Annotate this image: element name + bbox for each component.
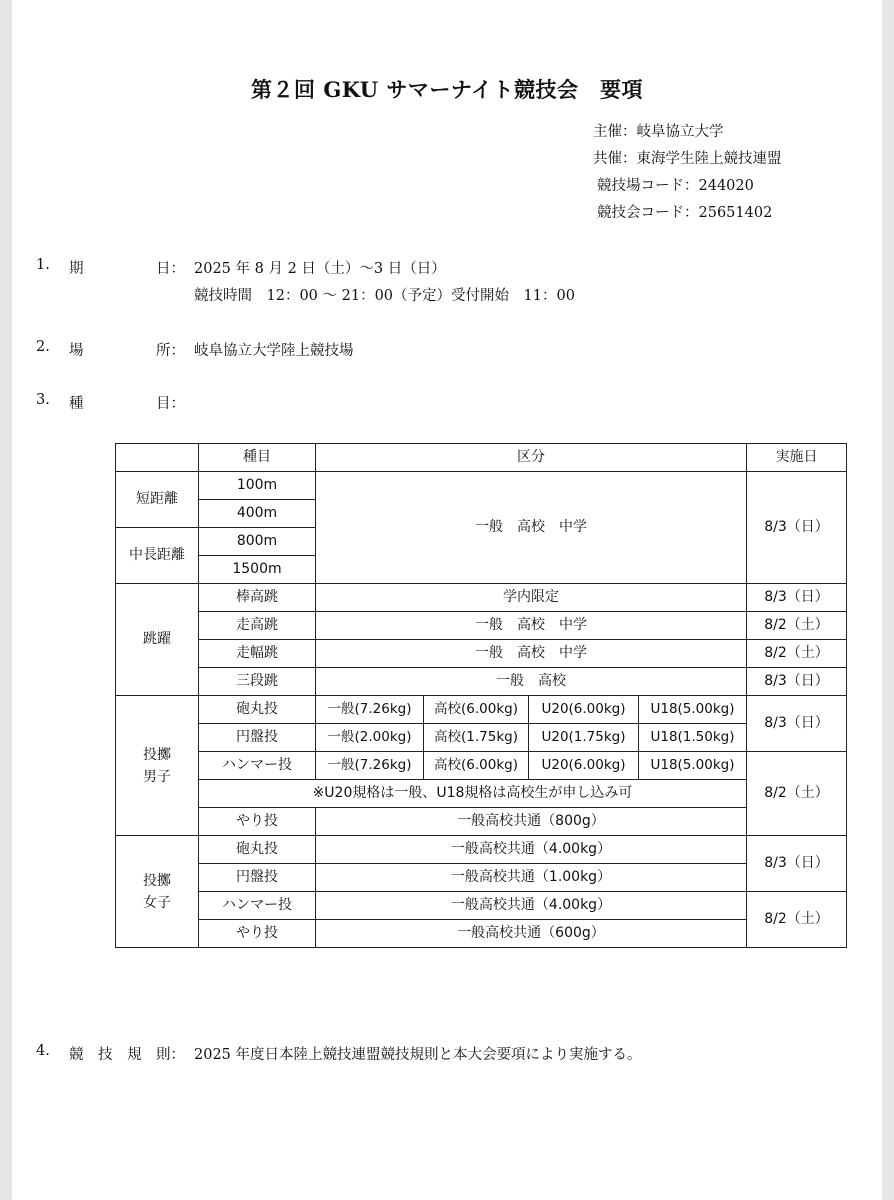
section-label: 場 所： (69, 343, 185, 359)
men-hammer-u18: U18(5.00kg) (639, 752, 747, 780)
table-row (116, 472, 847, 500)
table-row (116, 612, 847, 640)
table-header-row (116, 444, 847, 472)
date-men-shot-discus: 8/3（日） (747, 696, 847, 752)
section-number: 1. (36, 257, 50, 273)
date-high-jump: 8/2（土） (747, 612, 847, 640)
table-row (116, 668, 847, 696)
section-label: 期 日： (69, 261, 185, 277)
event-pole-vault: 棒高跳 (199, 584, 316, 612)
men-shot-general: 一般(7.26kg) (316, 696, 424, 724)
table-row (116, 864, 847, 892)
group-middle-distance: 中長距離 (116, 528, 199, 584)
date-pole-vault: 8/3（日） (747, 584, 847, 612)
category-high-jump: 一般 高校 中学 (316, 612, 747, 640)
event-100m: 100m (199, 472, 316, 500)
competition-time: 競技時間 12：00 ～ 21：00（予定）受付開始 11：00 (194, 288, 575, 304)
table-row (116, 780, 847, 808)
event-1500m: 1500m (199, 556, 316, 584)
category-women-hammer: 一般高校共通（4.00kg） (316, 892, 747, 920)
table-row (116, 892, 847, 920)
host-line: 主催：岐阜協立大学 (593, 124, 724, 140)
event-long-jump: 走幅跳 (199, 640, 316, 668)
table-row (116, 640, 847, 668)
date-sprint: 8/3（日） (747, 472, 847, 584)
date-triple-jump: 8/3（日） (747, 668, 847, 696)
table-row (116, 584, 847, 612)
section-number: 4. (36, 1043, 50, 1059)
table-row (116, 752, 847, 780)
category-sprint: 一般 高校 中学 (316, 472, 747, 584)
event-high-jump: 走高跳 (199, 612, 316, 640)
header-group-cell (116, 444, 199, 472)
group-throws-women: 投擲 女子 (116, 836, 199, 948)
header-date: 実施日 (747, 444, 847, 472)
group-sprint: 短距離 (116, 472, 199, 528)
event-women-hammer: ハンマー投 (199, 892, 316, 920)
event-women-discus: 円盤投 (199, 864, 316, 892)
place-value: 岐阜協立大学陸上競技場 (194, 343, 354, 359)
event-men-discus: 円盤投 (199, 724, 316, 752)
category-pole-vault: 学内限定 (316, 584, 747, 612)
document-title: 第２回 GKU サマーナイト競技会 要項 (251, 77, 643, 102)
category-long-jump: 一般 高校 中学 (316, 640, 747, 668)
event-triple-jump: 三段跳 (199, 668, 316, 696)
event-men-hammer: ハンマー投 (199, 752, 316, 780)
section-label: 競 技 規 則： (69, 1047, 185, 1063)
men-discus-u20: U20(1.75kg) (529, 724, 639, 752)
date-women-shot-discus: 8/3（日） (747, 836, 847, 892)
group-jumps: 跳躍 (116, 584, 199, 696)
category-women-discus: 一般高校共通（1.00kg） (316, 864, 747, 892)
section-number: 3. (36, 392, 50, 408)
header-event: 種目 (199, 444, 316, 472)
men-discus-u18: U18(1.50kg) (639, 724, 747, 752)
event-400m: 400m (199, 500, 316, 528)
table-row (116, 696, 847, 724)
group-throws-men: 投擲 男子 (116, 696, 199, 836)
table-row (116, 836, 847, 864)
table-row (116, 724, 847, 752)
men-hammer-general: 一般(7.26kg) (316, 752, 424, 780)
meet-code-line: 競技会コード：25651402 (597, 205, 773, 221)
table-row (116, 920, 847, 948)
event-800m: 800m (199, 528, 316, 556)
section-label: 種 目： (69, 396, 185, 412)
event-women-javelin: やり投 (199, 920, 316, 948)
men-shot-u18: U18(5.00kg) (639, 696, 747, 724)
men-discus-highschool: 高校(1.75kg) (424, 724, 529, 752)
men-shot-highschool: 高校(6.00kg) (424, 696, 529, 724)
events-table (115, 443, 847, 948)
table-row (116, 808, 847, 836)
event-women-shot-put: 砲丸投 (199, 836, 316, 864)
left-page-edge (0, 0, 12, 1200)
date-value: 2025 年 8 月 2 日（土）～3 日（日） (194, 261, 446, 277)
event-men-javelin: やり投 (199, 808, 316, 836)
event-men-shot-put: 砲丸投 (199, 696, 316, 724)
section-number: 2. (36, 339, 50, 355)
men-shot-u20: U20(6.00kg) (529, 696, 639, 724)
age-category-note: ※U20規格は一般、U18規格は高校生が申し込み可 (199, 780, 747, 808)
rules-value: 2025 年度日本陸上競技連盟競技規則と本大会要項により実施する。 (194, 1047, 642, 1063)
date-long-jump: 8/2（土） (747, 640, 847, 668)
men-discus-general: 一般(2.00kg) (316, 724, 424, 752)
venue-code-line: 競技場コード：244020 (597, 178, 754, 194)
right-page-edge (882, 0, 894, 1200)
cohost-line: 共催：東海学生陸上競技連盟 (593, 151, 782, 167)
date-men-hammer-javelin: 8/2（土） (747, 752, 847, 836)
date-women-hammer-javelin: 8/2（土） (747, 892, 847, 948)
category-triple-jump: 一般 高校 (316, 668, 747, 696)
men-hammer-highschool: 高校(6.00kg) (424, 752, 529, 780)
category-women-shot-put: 一般高校共通（4.00kg） (316, 836, 747, 864)
header-category: 区分 (316, 444, 747, 472)
men-hammer-u20: U20(6.00kg) (529, 752, 639, 780)
category-men-javelin: 一般高校共通（800g） (316, 808, 747, 836)
category-women-javelin: 一般高校共通（600g） (316, 920, 747, 948)
